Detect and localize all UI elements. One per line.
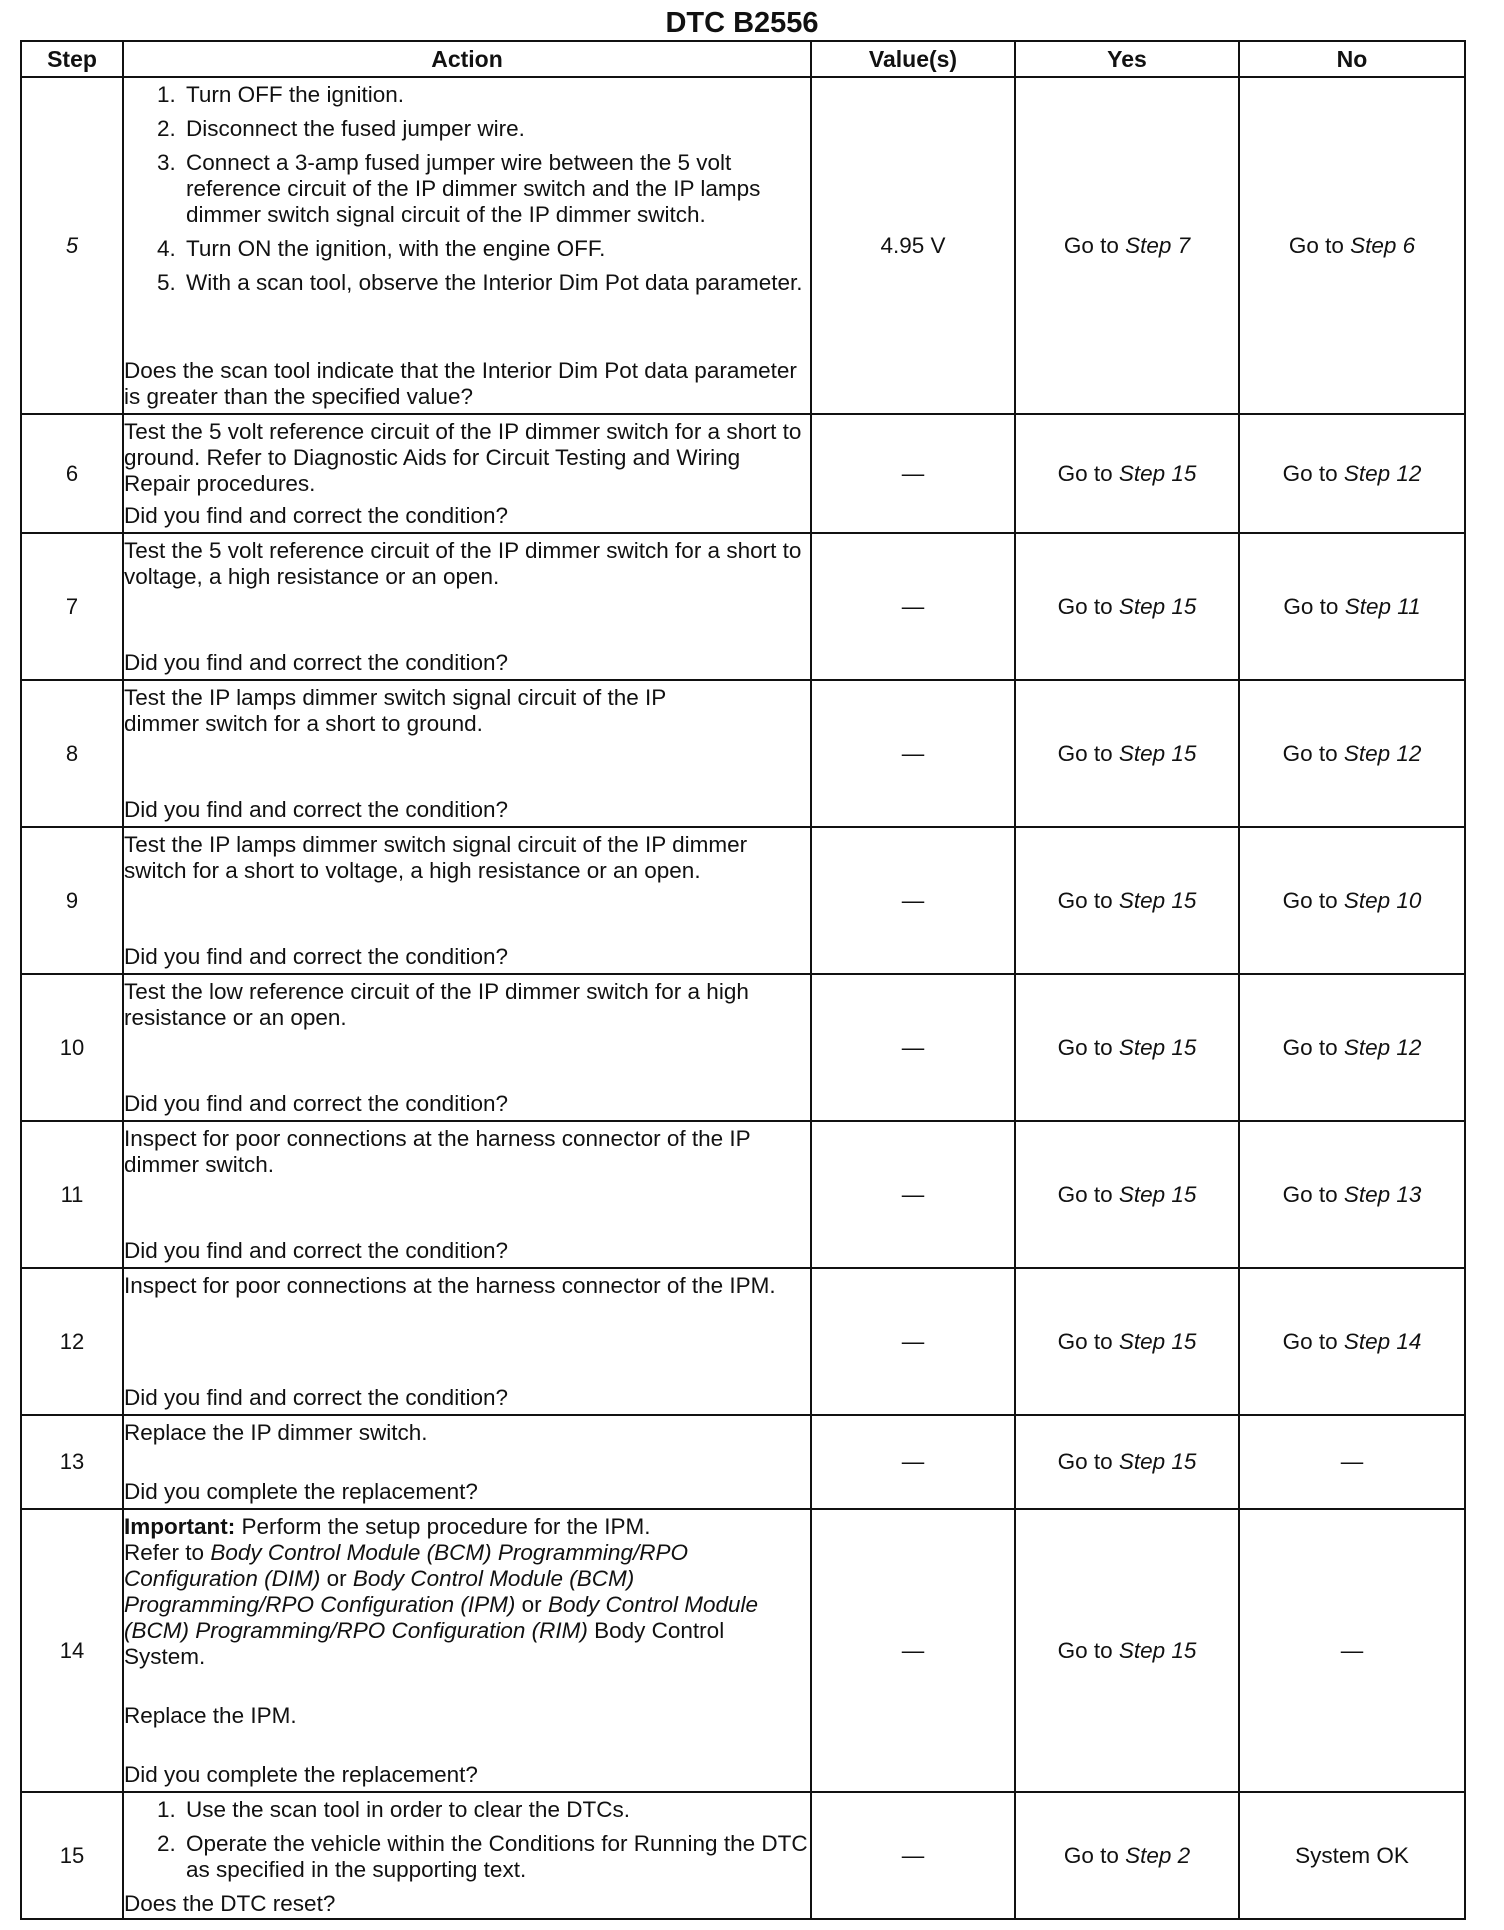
action-text: Test the IP lamps dimmer switch signal circuit of the IP dimmer switch for a short to ground. [124, 684, 666, 736]
header-no: No [1239, 41, 1465, 77]
header-values: Value(s) [811, 41, 1015, 77]
action-text: Replace the IPM. [124, 1702, 297, 1728]
action-cell [123, 1509, 811, 1792]
action-question: Did you find and correct the condition? [124, 649, 508, 675]
step-link[interactable]: Step 10 [1343, 887, 1422, 913]
refer-text: Refer to [124, 1539, 205, 1565]
step-link[interactable]: Step 15 [1118, 1181, 1197, 1207]
important-text: Perform the setup procedure for the IPM. [241, 1513, 651, 1539]
step-link[interactable]: Step 12 [1343, 460, 1422, 486]
action-cell [123, 77, 811, 414]
reference-link[interactable]: Body Control Module (BCM) Programming/RPO Configuration (IPM) [124, 1565, 635, 1617]
step-link[interactable]: Step 15 [1118, 1449, 1197, 1474]
list-item: 3. Connect a 3-amp fused jumper wire between the 5 volt reference circuit of the IP dimmer switch and the IP lamps dimmer switch signal circuit of the IP dimmer switch. [182, 150, 810, 228]
action-text: Test the 5 volt reference circuit of the IP dimmer switch for a short to ground. Refer to Diagnostic Aids for Circuit Testing and Wiring Repair procedures. [124, 418, 802, 496]
table-row [21, 1509, 1465, 1792]
step-link[interactable]: Step 2 [1125, 1842, 1191, 1868]
value-cell: — [811, 1121, 1015, 1268]
go-to-text: Go to [1282, 1181, 1338, 1207]
list-item: 4. Turn ON the ignition, with the engine OFF. [182, 236, 810, 262]
list-item: 1. Use the scan tool in order to clear the DTCs. [182, 1797, 810, 1823]
no-cell: System OK [1239, 1792, 1465, 1919]
yes-cell [1015, 1415, 1239, 1509]
step-link[interactable]: Step 15 [1118, 1328, 1197, 1354]
action-question: Did you find and correct the condition? [124, 796, 508, 822]
value-cell: — [811, 827, 1015, 974]
go-to-text: Go to [1057, 1637, 1113, 1663]
yes-cell [1015, 533, 1239, 680]
go-to-text: Go to [1063, 1842, 1119, 1868]
go-to-text: Go to [1057, 740, 1113, 766]
step-number: 9 [21, 827, 123, 974]
go-to-text: Go to [1057, 460, 1113, 486]
step-link[interactable]: Step 12 [1343, 1034, 1422, 1060]
go-to-text: Go to [1282, 460, 1338, 486]
step-link[interactable]: Step 6 [1350, 232, 1416, 258]
table-row [21, 414, 1465, 533]
action-text: Inspect for poor connections at the harness connector of the IPM. [124, 1272, 776, 1298]
no-cell: — [1239, 1509, 1465, 1792]
go-to-text: Go to [1057, 887, 1113, 913]
table-row [21, 77, 1465, 414]
step-link[interactable]: Step 7 [1125, 232, 1191, 258]
table-header-row [21, 41, 1465, 77]
system-text: Body Control System. [124, 1617, 725, 1669]
action-question: Did you complete the replacement? [124, 1478, 478, 1504]
step-number: 7 [21, 533, 123, 680]
step-link[interactable]: Step 15 [1118, 593, 1197, 619]
step-number: 15 [21, 1792, 123, 1919]
action-cell [123, 827, 811, 974]
table-row [21, 827, 1465, 974]
no-cell [1239, 974, 1465, 1121]
go-to-text: Go to [1057, 1181, 1113, 1207]
step-link[interactable]: Step 11 [1344, 593, 1421, 619]
action-steps-list [124, 1797, 810, 1891]
action-text: Test the IP lamps dimmer switch signal circuit of the IP dimmer switch for a short to voltage, a high resistance or an open. [124, 831, 748, 883]
action-cell [123, 414, 811, 533]
action-question: Does the DTC reset? [124, 1890, 336, 1916]
action-cell [123, 1792, 811, 1919]
action-cell [123, 680, 811, 827]
no-cell [1239, 1268, 1465, 1415]
value-cell: — [811, 974, 1015, 1121]
no-cell [1239, 827, 1465, 974]
step-link[interactable]: Step 15 [1118, 740, 1197, 766]
table-row [21, 1121, 1465, 1268]
value-cell: — [811, 1415, 1015, 1509]
or-text: or [326, 1565, 347, 1591]
action-question: Does the scan tool indicate that the Interior Dim Pot data parameter is greater than the specified value? [124, 357, 797, 409]
action-steps-list [124, 82, 810, 304]
header-action: Action [123, 41, 811, 77]
action-question: Did you find and correct the condition? [124, 502, 508, 528]
no-cell [1239, 533, 1465, 680]
yes-cell [1015, 1792, 1239, 1919]
step-link[interactable]: Step 13 [1343, 1181, 1422, 1207]
step-link[interactable]: Step 12 [1343, 740, 1422, 766]
step-number: 11 [21, 1121, 123, 1268]
action-text: Inspect for poor connections at the harness connector of the IP dimmer switch. [124, 1125, 751, 1177]
action-question: Did you find and correct the condition? [124, 943, 508, 969]
yes-cell [1015, 680, 1239, 827]
action-question: Did you find and correct the condition? [124, 1090, 508, 1116]
go-to-text: Go to [1288, 232, 1344, 258]
yes-cell [1015, 1268, 1239, 1415]
value-cell: — [811, 1509, 1015, 1792]
list-item: 2. Operate the vehicle within the Conditions for Running the DTC as specified in the supporting text. [182, 1831, 810, 1883]
reference-link[interactable]: Body Control Module (BCM) Programming/RPO Configuration (DIM) [124, 1539, 688, 1591]
go-to-text: Go to [1063, 232, 1119, 258]
go-to-text: Go to [1282, 1328, 1338, 1354]
yes-cell [1015, 1121, 1239, 1268]
step-number: 8 [21, 680, 123, 827]
table-row [21, 974, 1465, 1121]
page-title: DTC B2556 [665, 7, 819, 39]
yes-cell [1015, 1509, 1239, 1792]
table-row [21, 533, 1465, 680]
diagnostic-table [20, 40, 1466, 1920]
action-cell [123, 1415, 811, 1509]
action-cell [123, 1121, 811, 1268]
go-to-text: Go to [1057, 1449, 1113, 1474]
table-row [21, 1415, 1465, 1509]
important-label: Important: [124, 1513, 236, 1539]
step-link[interactable]: Step 15 [1118, 887, 1197, 913]
no-cell: — [1239, 1415, 1465, 1509]
reference-link[interactable]: Body Control Module (BCM) Programming/RPO Configuration (RIM) [124, 1591, 759, 1643]
step-link[interactable]: Step 15 [1118, 1034, 1197, 1060]
list-item: 5. With a scan tool, observe the Interior Dim Pot data parameter. [182, 270, 810, 296]
no-cell [1239, 680, 1465, 827]
value-cell: — [811, 680, 1015, 827]
value-cell: — [811, 414, 1015, 533]
go-to-text: Go to [1282, 740, 1338, 766]
list-item: 1. Turn OFF the ignition. [182, 82, 810, 108]
step-number: 14 [21, 1509, 123, 1792]
table-row [21, 1792, 1465, 1919]
step-link[interactable]: Step 14 [1343, 1328, 1422, 1354]
value-cell: — [811, 1268, 1015, 1415]
or-text: or [521, 1591, 542, 1617]
no-cell [1239, 77, 1465, 414]
step-number: 13 [21, 1415, 123, 1509]
step-link[interactable]: Step 15 [1118, 1637, 1197, 1663]
action-text: Test the 5 volt reference circuit of the IP dimmer switch for a short to voltage, a high resistance or an open. [124, 537, 802, 589]
table-row [21, 680, 1465, 827]
action-question: Did you find and correct the condition? [124, 1384, 508, 1410]
no-cell [1239, 1121, 1465, 1268]
go-to-text: Go to [1057, 1034, 1113, 1060]
action-cell [123, 974, 811, 1121]
go-to-text: Go to [1057, 1328, 1113, 1354]
table-row [21, 1268, 1465, 1415]
value-cell: — [811, 533, 1015, 680]
action-cell [123, 533, 811, 680]
step-number: 6 [21, 414, 123, 533]
important-note [124, 1514, 810, 1670]
value-cell: 4.95 V [811, 77, 1015, 414]
go-to-text: Go to [1057, 593, 1113, 619]
step-number: 5 [21, 77, 123, 414]
value-cell: — [811, 1792, 1015, 1919]
action-text: Replace the IP dimmer switch. [124, 1419, 428, 1445]
go-to-text: Go to [1282, 1034, 1338, 1060]
step-number: 12 [21, 1268, 123, 1415]
yes-cell [1015, 77, 1239, 414]
step-link[interactable]: Step 15 [1118, 460, 1197, 486]
action-text: Test the low reference circuit of the IP dimmer switch for a high resistance or an open. [124, 978, 749, 1030]
header-yes: Yes [1015, 41, 1239, 77]
yes-cell [1015, 827, 1239, 974]
yes-cell [1015, 974, 1239, 1121]
header-step: Step [21, 41, 123, 77]
no-cell [1239, 414, 1465, 533]
go-to-text: Go to [1283, 593, 1339, 619]
step-number: 10 [21, 974, 123, 1121]
action-question: Did you find and correct the condition? [124, 1237, 508, 1263]
list-item: 2. Disconnect the fused jumper wire. [182, 116, 810, 142]
yes-cell [1015, 414, 1239, 533]
action-cell [123, 1268, 811, 1415]
action-question: Did you complete the replacement? [124, 1761, 478, 1787]
go-to-text: Go to [1282, 887, 1338, 913]
